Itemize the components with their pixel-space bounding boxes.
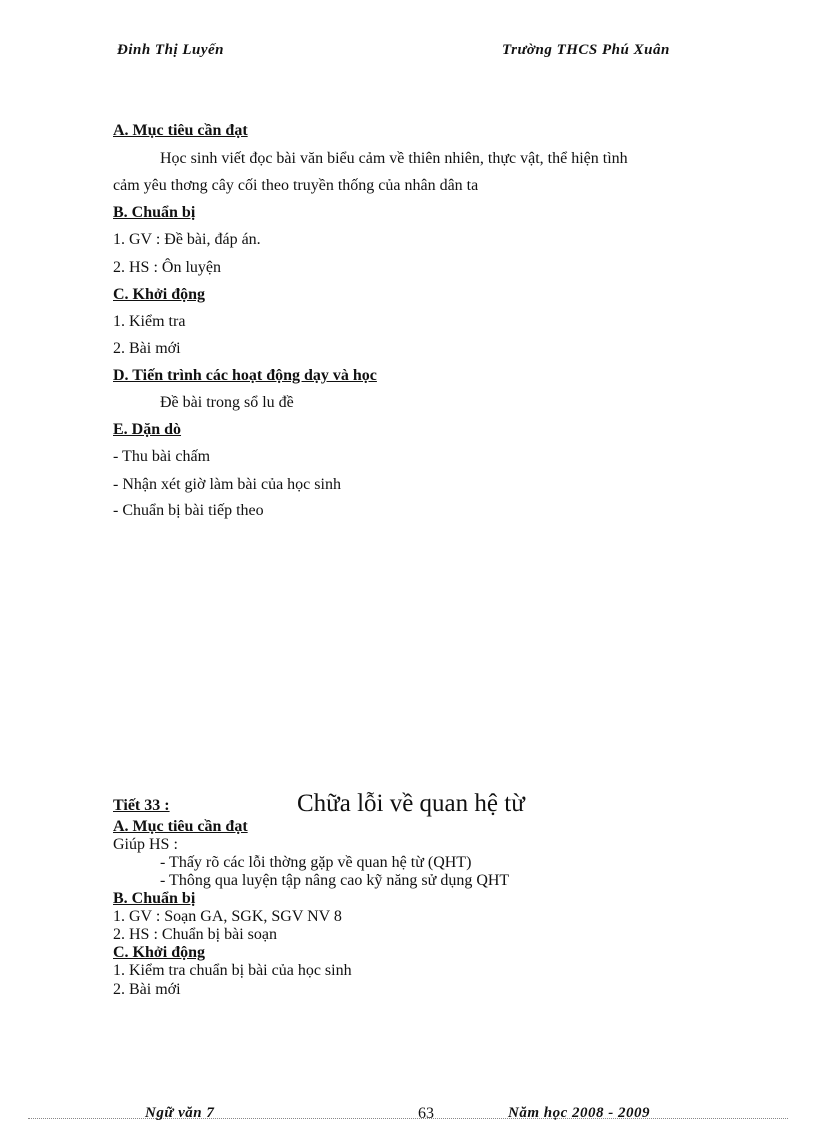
section-d-heading: D. Tiến trình các hoạt động dạy và học [113, 367, 377, 384]
footer-divider [28, 1118, 788, 1119]
header-author: Đinh Thị Luyến [117, 42, 225, 58]
section-b-heading: B. Chuẩn bị [113, 204, 196, 221]
homework-item: - Nhận xét giờ làm bài của học sinh [113, 476, 341, 493]
warmup-item: 2. Bài mới [113, 340, 181, 357]
lesson2-prep-item: 1. GV : Soạn GA, SGK, SGV NV 8 [113, 908, 342, 925]
warmup-item: 1. Kiểm tra [113, 313, 186, 330]
lesson2-warmup-item: 1. Kiểm tra chuẩn bị bài của học sinh [113, 962, 352, 979]
objective-line-2: cảm yêu thơng cây cối theo truyền thống của nhân dân ta [113, 177, 479, 194]
lesson-label: Tiết 33 : [113, 797, 170, 814]
procedure-text: Đề bài trong sổ lu đề [160, 394, 294, 411]
lesson-title: Chữa lỗi về quan hệ từ [297, 790, 525, 817]
prep-item: 1. GV : Đề bài, đáp án. [113, 231, 261, 248]
section-e-heading: E. Dặn dò [113, 421, 182, 438]
footer-subject: Ngữ văn 7 [145, 1105, 215, 1121]
lesson2-section-a-heading: A. Mục tiêu cần đạt [113, 818, 248, 835]
section-c-heading: C. Khởi động [113, 286, 205, 303]
homework-item: - Thu bài chấm [113, 448, 211, 465]
homework-item: - Chuẩn bị bài tiếp theo [113, 502, 264, 519]
section-a-heading: A. Mục tiêu cần đạt [113, 122, 248, 139]
footer-school-year: Năm học 2008 - 2009 [508, 1105, 650, 1121]
lesson2-section-b-heading: B. Chuẩn bị [113, 890, 196, 907]
lesson2-objective-intro: Giúp HS : [113, 836, 178, 853]
lesson2-warmup-item: 2. Bài mới [113, 981, 181, 998]
prep-item: 2. HS : Ôn luyện [113, 259, 221, 276]
objective-line-1: Học sinh viết đọc bài văn biểu cảm về thiên nhiên, thực vật, thể hiện tình [160, 150, 628, 167]
lesson2-objective-item: - Thông qua luyện tập nâng cao kỹ năng sử dụng QHT [160, 872, 510, 889]
lesson2-section-c-heading: C. Khởi động [113, 944, 205, 961]
footer-page-number: 63 [418, 1105, 434, 1122]
lesson2-prep-item: 2. HS : Chuẩn bị bài soạn [113, 926, 277, 943]
header-school: Trường THCS Phú Xuân [502, 42, 670, 58]
lesson2-objective-item: - Thấy rõ các lỗi thờng gặp về quan hệ từ (QHT) [160, 854, 472, 871]
